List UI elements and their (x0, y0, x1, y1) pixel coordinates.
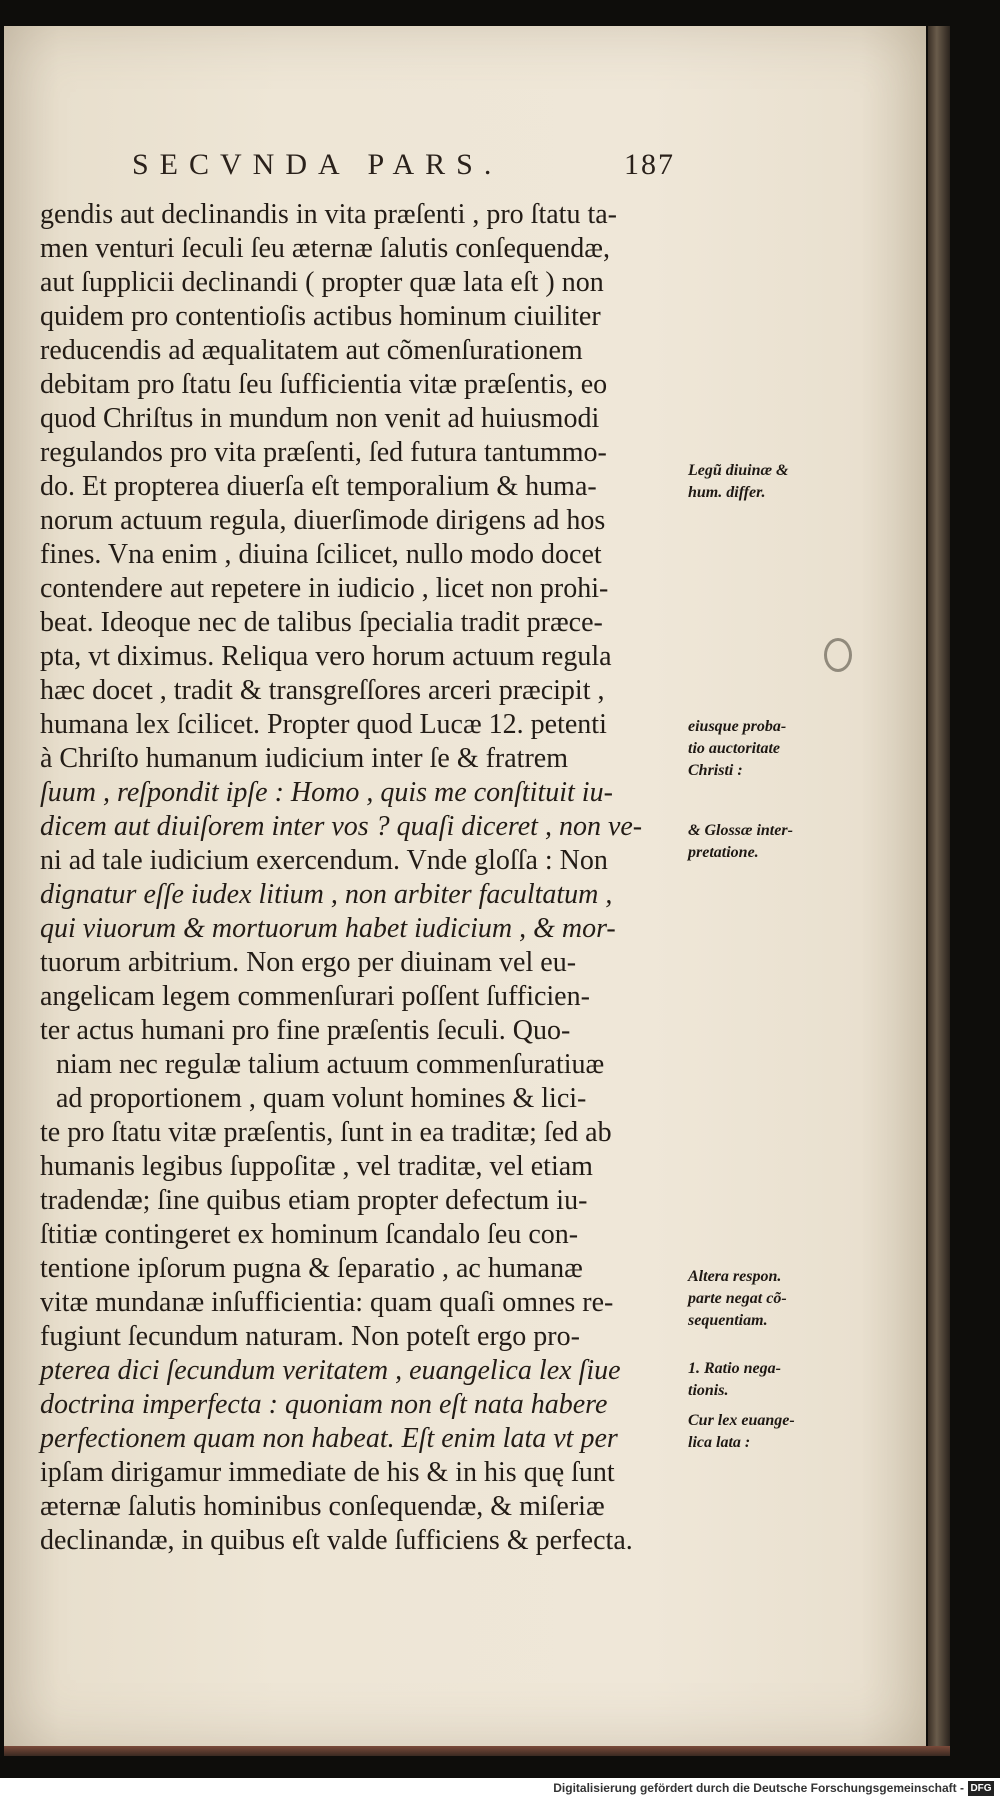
page-bottom-edge (4, 1746, 950, 1756)
text-line: reducendis ad æqualitatem aut cõmenſurationem (40, 335, 583, 366)
text-line: hæc docet , tradit & transgreſſores arceri præcipit , (40, 675, 605, 706)
margin-note (688, 1266, 888, 1332)
text-line: tentione ipſorum pugna & ſeparatio , ac humanæ (40, 1253, 583, 1284)
text-line: humana lex ſcilicet. Propter quod Lucæ 12. petenti (40, 709, 607, 740)
text-line: aut ſupplicii declinandi ( propter quæ lata eſt ) non (40, 267, 604, 298)
text-line: contendere aut repetere in iudicio , licet non prohi- (40, 573, 609, 604)
text-line: regulandos pro vita præſenti, ſed futura tantummo- (40, 437, 607, 468)
footer-bar (0, 1778, 1000, 1800)
margin-note (688, 460, 888, 504)
text-line: dicem aut diuiſorem inter vos ? quaſi diceret , non ve- (40, 811, 643, 842)
text-line: tradendæ; ſine quibus etiam propter defectum iu- (40, 1185, 588, 1216)
text-line: ter actus humani pro fine præſentis ſeculi. Quo- (40, 1015, 571, 1046)
text-line: ad proportionem , quam volunt homines & lici- (56, 1083, 587, 1114)
text-line: doctrina imperfecta : quoniam non eſt nata habere (40, 1389, 608, 1420)
page-edge (928, 26, 950, 1746)
text-line: quidem pro contentioſis actibus hominum ciuiliter (40, 301, 601, 332)
text-line: pta, vt diximus. Reliqua vero horum actuum regula (40, 641, 612, 672)
text-line: ni ad tale iudicium exercendum. Vnde gloſſa : Non (40, 845, 608, 876)
margin-note-line: tionis. (688, 1382, 729, 1399)
text-line: ſuum , reſpondit ipſe : Homo , quis me conſtituit iu- (40, 777, 613, 808)
margin-note-line: 1. Ratio nega- (688, 1360, 781, 1377)
text-line: quod Chriſtus in mundum non venit ad huiusmodi (40, 403, 600, 434)
text-line: fines. Vna enim , diuina ſcilicet, nullo modo docet (40, 539, 602, 570)
text-line: do. Et propterea diuerſa eſt temporalium & huma- (40, 471, 597, 502)
text-line: debitam pro ſtatu ſeu ſufficientia vitæ præſentis, eo (40, 369, 608, 400)
text-line: dignatur eſſe iudex litium , non arbiter facultatum , (40, 879, 613, 910)
text-line: men venturi ſeculi ſeu æternæ ſalutis conſequendæ, (40, 233, 610, 264)
text-line: ſtitiæ contingeret ex hominum ſcandalo ſeu con- (40, 1219, 579, 1250)
margin-note-line: Christi : (688, 762, 743, 779)
margin-note-line: pretatione. (688, 844, 759, 861)
margin-note-line: Cur lex euange- (688, 1412, 795, 1429)
dfg-logo-icon: DFG (968, 1781, 994, 1796)
text-line: norum actuum regula, diuerſimode dirigens ad hos (40, 505, 606, 536)
text-line: vitæ mundanæ inſufficientia: quam quaſi omnes re- (40, 1287, 614, 1318)
margin-note (688, 1410, 888, 1454)
margin-note (688, 716, 888, 782)
margin-note-line: Legũ diuinæ & (688, 462, 789, 479)
text-line: niam nec regulæ talium actuum commenſuratiuæ (56, 1049, 605, 1080)
funding-credit: Digitalisierung gefördert durch die Deutsche Forschungsgemeinschaft - (553, 1781, 964, 1795)
margin-note-line: Altera respon. (688, 1268, 782, 1285)
text-line: qui viuorum & mortuorum habet iudicium , & mor- (40, 913, 616, 944)
page-number: 187 (624, 148, 675, 181)
text-line: perfectionem quam non habeat. Eſt enim lata vt per (40, 1423, 618, 1454)
text-line: te pro ſtatu vitæ præſentis, ſunt in ea traditæ; ſed ab (40, 1117, 612, 1148)
margin-note-line: tio auctoritate (688, 740, 780, 757)
text-line: beat. Ideoque nec de talibus ſpecialia tradit præce- (40, 607, 603, 638)
text-line: ipſam dirigamur immediate de his & in his quę ſunt (40, 1457, 615, 1488)
text-line: fugiunt ſecundum naturam. Non poteſt ergo pro- (40, 1321, 580, 1352)
body-text (40, 198, 700, 1558)
text-line: humanis legibus ſuppoſitæ , vel traditæ, vel etiam (40, 1151, 593, 1182)
margin-note-line: parte negat cõ- (688, 1290, 787, 1307)
text-line: æternæ ſalutis hominibus conſequendæ, & miſeriæ (40, 1491, 605, 1522)
text-line: declinandæ, in quibus eſt valde ſufficiens & perfecta. (40, 1525, 633, 1556)
text-line: tuorum arbitrium. Non ergo per diuinam vel eu- (40, 947, 577, 978)
margin-note-line: eiusque proba- (688, 718, 787, 735)
ink-stain-mark (824, 638, 852, 672)
text-line: à Chriſto humanum iudicium inter ſe & fratrem (40, 743, 568, 774)
text-line: angelicam legem commenſurari poſſent ſufficien- (40, 981, 590, 1012)
margin-note (688, 820, 888, 864)
text-line: gendis aut declinandis in vita præſenti , pro ſtatu ta- (40, 199, 617, 230)
margin-note-line: lica lata : (688, 1434, 751, 1451)
margin-note (688, 1358, 888, 1402)
margin-note-line: sequentiam. (688, 1312, 768, 1329)
running-head-title: SECVNDA PARS. (132, 148, 503, 181)
text-line: pterea dici ſecundum veritatem , euangelica lex ſiue (40, 1355, 621, 1386)
margin-note-line: & Glossæ inter- (688, 822, 793, 839)
margin-note-line: hum. differ. (688, 484, 766, 501)
